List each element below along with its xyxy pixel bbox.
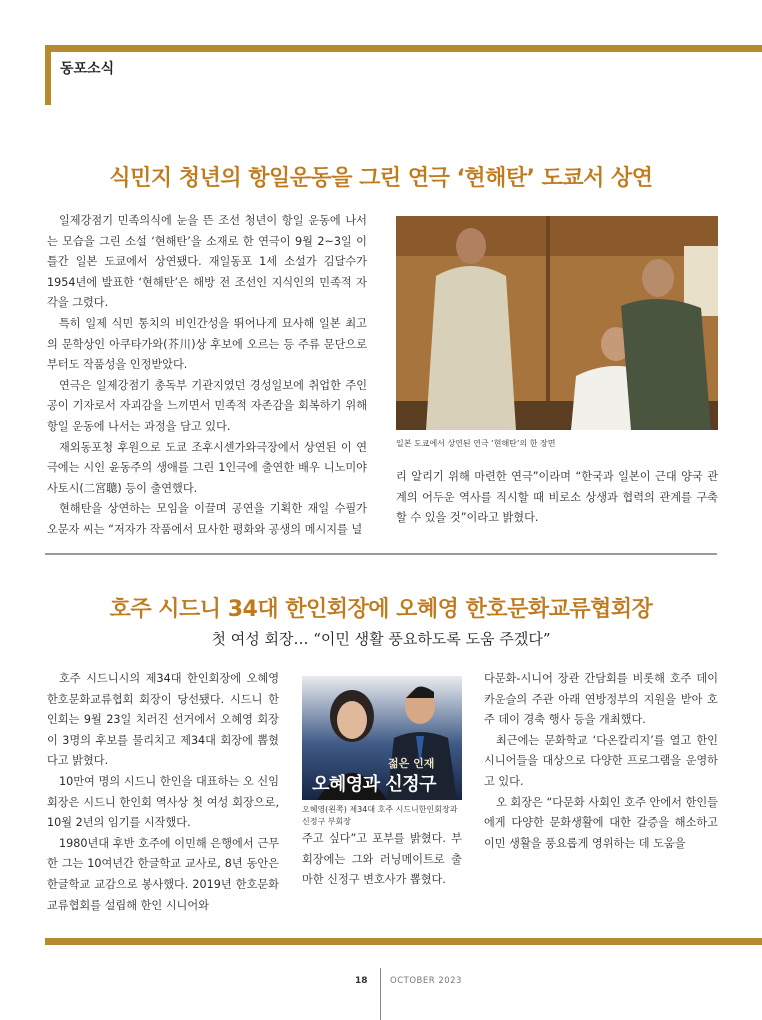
paragraph: 1980년대 후반 호주에 이민해 은행에서 근무한 그는 10여년간 한글학교 교사로, 8년 동안은 한글학교 교감으로 봉사했다. 2019년 한호문화교류협회를 설립해 한인 시니어와 (47, 836, 279, 912)
article2-column-2 (302, 829, 462, 891)
paragraph: 오 회장은 “다문화 사회인 호주 안에서 한인들에게 다양한 문화생활에 대한 갈증을 해소하고 이민 생활을 풍요롭게 영위하는 데 도움을 (484, 795, 718, 850)
paragraph: 리 알리기 위해 마련한 연극”이라며 “한국과 일본이 근대 양국 관계의 어두운 역사를 직시할 때 비로소 상생과 협력의 관계를 구축할 수 있을 것”이라고 밝혔다. (396, 470, 718, 525)
article-divider (45, 553, 717, 555)
paragraph: 최근에는 문화학교 ‘다온칼리지’를 열고 한인 시니어들을 대상으로 다양한 프로그램을 운영하고 있다. (484, 733, 718, 788)
section-label: 동포소식 (60, 61, 115, 77)
paragraph: 다문화-시니어 장관 간담회를 비롯해 호주 데이 카운슬의 주관 아래 연방정부의 지원을 받아 호주 데이 경축 행사 등을 개최했다. (484, 672, 718, 727)
article2-column-1 (47, 669, 279, 916)
photo-caption: 오혜영(왼쪽) 제34대 호주 시드니한인회장과 신정구 부회장 (302, 805, 458, 826)
page-number: 18 (355, 976, 368, 986)
paragraph: 일제강점기 민족의식에 눈을 뜬 조선 청년이 항일 운동에 나서는 모습을 그린 소설 ‘현해탄’을 소재로 한 연극이 9월 2~3일 이틀간 일본 도쿄에서 상연됐다. 재일동포 1세 소설가 김달수가 1954년에 발표한 ‘현해탄’은 해방 전 조선인 지식인의 민족적 자각을 그렸다. (47, 214, 367, 310)
header-bar (45, 45, 762, 52)
footer-bar (45, 938, 762, 945)
article2-column-3 (484, 669, 718, 854)
article1-column-1 (47, 211, 367, 541)
play-scene-photo (396, 216, 718, 430)
header-bar-side (45, 45, 51, 105)
paragraph: 현해탄을 상연하는 모임을 이끌며 공연을 기획한 재일 수필가 오문자 씨는 “저자가 작품에서 묘사한 평화와 공생의 메시지를 널 (47, 502, 367, 536)
paragraph: 10만여 명의 시드니 한인을 대표하는 오 신임 회장은 시드니 한인회 역사상 첫 여성 회장으로, 10월 2년의 임기를 시작했다. (47, 774, 279, 830)
photo-overlay-title: 오혜영과 신정구 (312, 774, 436, 795)
article2-title: 호주 시드니 34대 한인회장에 오혜영 한호문화교류협회장 (109, 597, 653, 622)
issue-month: OCTOBER 2023 (390, 976, 462, 986)
article1-title: 식민지 청년의 항일운동을 그린 연극 ‘현해탄’ 도쿄서 상연 (109, 166, 653, 191)
play-scene-illustration (396, 216, 718, 430)
footer-divider (380, 968, 381, 1020)
paragraph: 특히 일제 식민 통치의 비인간성을 뛰어나게 묘사해 일본 최고의 문학상인 아쿠타가와(芥川)상 후보에 오르는 등 주류 문단으로부터도 작품성을 인정받았다. (47, 316, 367, 372)
paragraph: 연극은 일제강점기 총독부 기관지였던 경성일보에 취업한 주인공이 기자로서 자괴감을 느끼면서 민족적 자존감을 회복하기 위해 항일 운동에 나서는 과정을 담고 있다. (47, 378, 367, 433)
paragraph: 재외동포청 후원으로 도쿄 조후시센가와극장에서 상연된 이 연극에는 시인 윤동주의 생애를 그린 1인극에 출연한 배우 니노미야 사토시(二宮聰) 등이 출연했다. (47, 440, 367, 495)
paragraph: 주고 싶다”고 포부를 밝혔다. 부회장에는 그와 러닝메이트로 출마한 신정구 변호사가 뽑혔다. (302, 832, 462, 887)
paragraph: 호주 시드니시의 제34대 한인회장에 오혜영 한호문화교류협회 회장이 당선됐다. 시드니 한인회는 9월 23일 치러진 선거에서 오혜영 회장이 3명의 후보를 물리치고 제34대 회장에 뽑혔다고 밝혔다. (47, 672, 279, 768)
photo-caption: 일본 도쿄에서 상연된 연극 ‘현해탄’의 한 장면 (396, 439, 556, 448)
photo-overlay-small-text: 젊은 인재 (388, 757, 435, 770)
article2-subtitle: 첫 여성 회장… “이민 생활 풍요하도록 도움 주겠다” (211, 630, 551, 648)
article1-column-2 (396, 467, 718, 529)
